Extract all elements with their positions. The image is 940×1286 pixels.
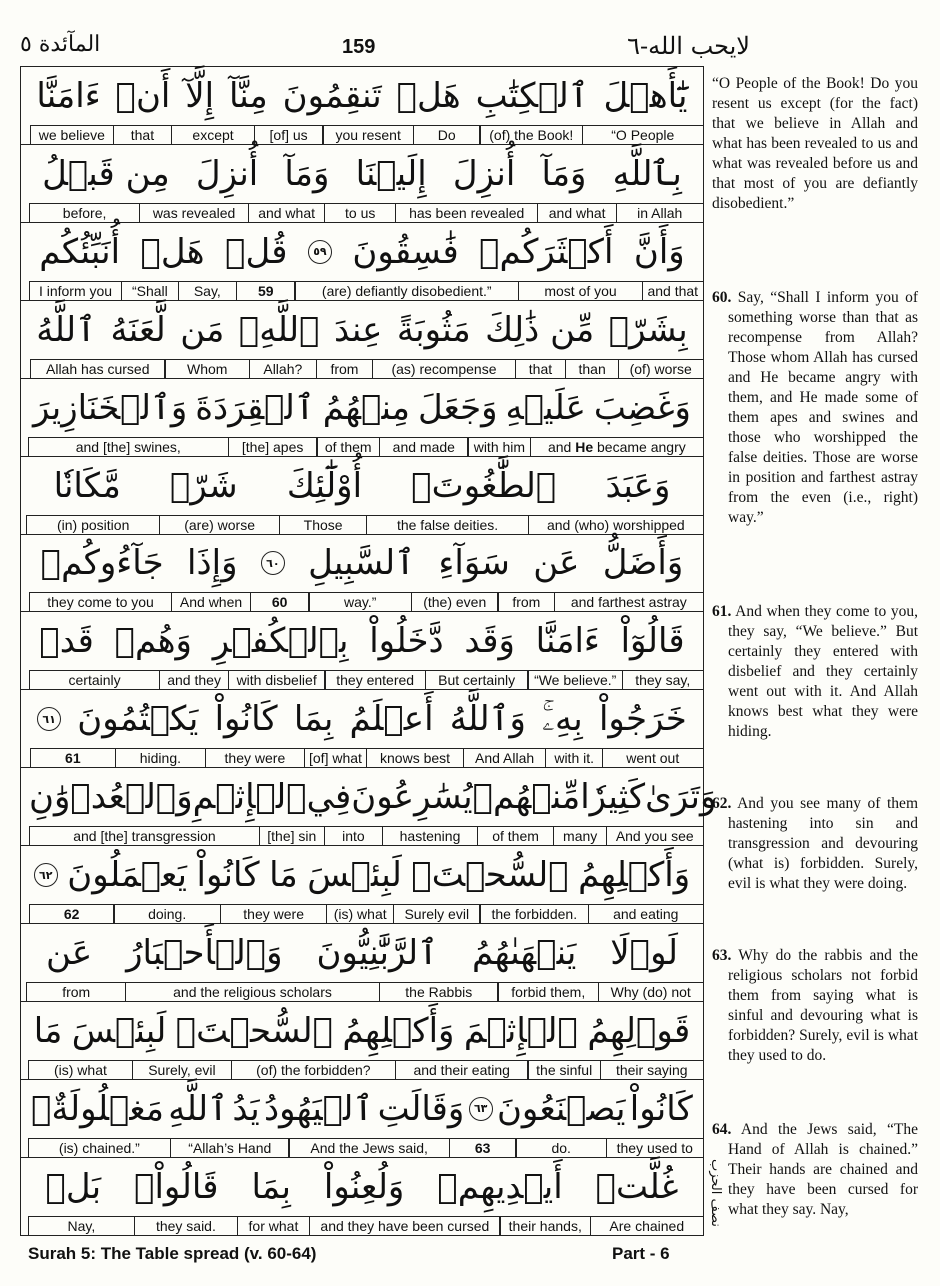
gloss-cell: they were	[205, 748, 305, 768]
verse-row	[21, 924, 703, 1002]
arabic-word: يَعۡمَلُونَ	[67, 855, 188, 895]
gloss-cell: before,	[29, 203, 141, 223]
gloss-cell: Allah has cursed	[30, 359, 166, 379]
arabic-word: ٱلسُّحۡتَۚ	[175, 1010, 333, 1051]
arabic-word: قَدۡ	[39, 621, 94, 662]
gloss-cell: And Allah	[463, 748, 547, 768]
gloss-cell: and [the] transgression	[29, 826, 260, 846]
verse-end-marker: ٥٩	[308, 240, 332, 264]
gloss-cell: hiding.	[115, 748, 207, 768]
footer-part: Part - 6	[612, 1244, 670, 1263]
arabic-word: قَالُوٓاْ	[620, 621, 685, 662]
translation-text: Say, “Shall I inform you of something worse than that as recompense from Allah? Those whom Allah has cursed and He became angry with them, and He made some of them apes and swines and those who worshipped the false deities. Those are worse in position and farthest astray from the even (i.e., right) way.”	[728, 289, 918, 526]
arabic-word: كَانُواْ	[196, 855, 260, 895]
verse-end-marker: ٦١	[37, 707, 61, 731]
arabic-line	[21, 1002, 703, 1060]
translation-text: And when they come to you, they say, “We believe.” But certainly they entered with disbelief and they certainly went out with it. And Allah knows best what they were hiding.	[728, 603, 918, 740]
english-gloss-line	[21, 1138, 703, 1158]
gloss-cell: with him	[467, 437, 531, 457]
surah-name-arabic: المآئدة ٥	[20, 32, 101, 57]
gloss-cell: they said.	[134, 1216, 238, 1236]
arabic-word: مَا	[269, 855, 298, 895]
arabic-word: يَنۡهَىٰهُمُ	[471, 932, 577, 973]
arabic-word: عِندَ	[334, 309, 383, 350]
arabic-word: مَا	[33, 1010, 63, 1051]
gloss-cell: But certainly	[425, 670, 529, 690]
arabic-word: عَن	[533, 543, 580, 584]
english-gloss-line	[21, 515, 703, 535]
arabic-word: إِلَّآ	[185, 76, 215, 116]
arabic-line	[21, 145, 703, 203]
english-gloss-line	[21, 748, 703, 768]
arabic-word: ٱلۡقِرَدَةَ	[195, 387, 315, 428]
gloss-cell: they say,	[622, 670, 704, 690]
gloss-cell: and they	[159, 670, 229, 690]
gloss-cell: from	[316, 359, 374, 379]
verse-number: 64.	[712, 1121, 732, 1138]
arabic-line	[21, 768, 717, 826]
verse-row	[21, 534, 703, 612]
arabic-line	[21, 612, 703, 670]
arabic-word: خَرَجُواْ	[598, 699, 687, 740]
verse-number: 62.	[712, 795, 732, 812]
gloss-cell: Nay,	[28, 1216, 136, 1236]
gloss-cell: forbid them,	[497, 982, 599, 1002]
arabic-word: ٱللَّهِۚ	[238, 309, 320, 350]
arabic-word: ٱللَّهِ	[168, 1088, 229, 1129]
arabic-word: مَّكَانٗا	[53, 465, 121, 506]
verse-row	[21, 612, 703, 690]
gloss-cell: hastening	[382, 826, 478, 846]
arabic-word: وَٱلۡأَحۡبَارُ	[126, 932, 283, 973]
english-gloss-line	[21, 670, 703, 690]
verse-number-cell: 62	[29, 904, 115, 924]
gloss-cell: “Shall	[121, 281, 179, 301]
gloss-cell: they entered	[324, 670, 426, 690]
gloss-cell: (the) even	[411, 592, 499, 612]
arabic-word: ٱلسَّبِيلِ	[308, 543, 416, 584]
arabic-word: وَجَعَلَ	[417, 387, 498, 428]
arabic-word: كَانُواْ	[214, 699, 278, 740]
gloss-cell: and [the] swines,	[28, 437, 229, 457]
arabic-word: إِلَيۡنَا	[355, 153, 427, 194]
gloss-cell: their saying	[600, 1060, 704, 1080]
arabic-line	[21, 379, 703, 437]
gloss-cell: and what	[248, 203, 326, 223]
arabic-word: ٱلۡإِثۡمِ	[192, 777, 307, 818]
arabic-word: وَٱلۡخَنَازِيرَ	[32, 387, 188, 428]
gloss-cell: “Allah’s Hand	[170, 1138, 290, 1158]
arabic-word: يَكۡتُمُونَ	[77, 699, 199, 740]
verse-number-cell: 63	[449, 1138, 517, 1158]
gloss-cell: the sinful	[527, 1060, 601, 1080]
gloss-cell: to us	[324, 203, 396, 223]
verse-end-marker: ٦٠	[261, 551, 285, 575]
gloss-cell: of them	[477, 826, 555, 846]
arabic-word: عَلَيۡهِ	[505, 387, 586, 428]
gloss-cell: knows best	[366, 748, 464, 768]
gloss-cell: in Allah	[616, 203, 704, 223]
gloss-cell: doing.	[113, 904, 221, 924]
verse-row	[21, 301, 703, 379]
arabic-word: جَآءُوكُمۡ	[40, 543, 164, 584]
arabic-word: دَّخَلُواْ	[369, 621, 444, 662]
english-gloss-line	[21, 203, 703, 223]
gloss-cell: the Rabbis	[379, 982, 499, 1002]
arabic-line	[21, 301, 703, 359]
arabic-word: لَّعَنَهُ	[110, 309, 166, 350]
gloss-cell: and they have been cursed	[309, 1216, 500, 1236]
english-gloss-line	[21, 281, 703, 301]
arabic-word: يَٰٓأَهۡلَ	[603, 76, 688, 116]
gloss-cell: Allah?	[249, 359, 317, 379]
translation-text: And you see many of them hastening into sin and transgression and devouring (what is) forbidden. Surely, evil is what they were doing.	[728, 795, 918, 892]
gloss-cell: their hands,	[499, 1216, 591, 1236]
arabic-word: بِمَا	[251, 1166, 291, 1207]
arabic-word: وَإِذَا	[187, 543, 238, 584]
arabic-word: أَيۡدِيهِمۡ	[437, 1166, 563, 1207]
arabic-word: لَبِئۡسَ	[307, 855, 402, 895]
arabic-word: ٱلرَّبَّٰنِيُّونَ	[316, 932, 439, 973]
gloss-cell: “We believe.”	[527, 670, 623, 690]
gloss-cell: they used to	[606, 1138, 704, 1158]
gloss-cell: and (who) worshipped	[528, 515, 703, 535]
margin-note: نصف الحزب	[708, 1159, 723, 1227]
verse-number: 60.	[712, 289, 732, 306]
gloss-cell: and made	[379, 437, 469, 457]
verse-row	[21, 1002, 703, 1080]
arabic-word: مِن قَبۡلُ	[42, 153, 170, 194]
arabic-word: يُسَٰرِعُونَ	[351, 777, 473, 818]
arabic-line	[21, 534, 703, 592]
translation-paragraph	[712, 602, 918, 742]
english-gloss-line	[21, 826, 703, 846]
gloss-cell: and farthest astray	[554, 592, 704, 612]
arabic-word: وَأَكۡلِهِمُ	[342, 1010, 455, 1051]
gloss-cell: we believe	[30, 125, 114, 145]
gloss-cell: and He became angry	[530, 437, 703, 457]
english-gloss-line	[21, 437, 703, 457]
gloss-cell: certainly	[29, 670, 161, 690]
arabic-word: شَرّٞ	[170, 465, 238, 506]
translation-paragraph	[712, 946, 918, 1066]
verse-row	[21, 67, 703, 145]
arabic-word: أَنۡ	[115, 76, 171, 116]
translation-text: And the Jews said, “The Hand of Allah is chained.” Their hands are chained and they have been cursed for what they say. Nay,	[728, 1121, 918, 1218]
gloss-cell: I inform you	[29, 281, 122, 301]
arabic-word: هَلۡ	[140, 231, 205, 272]
gloss-cell: has been revealed	[395, 203, 539, 223]
arabic-word: بِشَرّٖ	[608, 309, 688, 350]
arabic-word: وَأَنَّ	[633, 231, 685, 272]
arabic-word: مَغۡلُولَةٌۚ	[31, 1088, 164, 1129]
gloss-cell: [the] apes	[228, 437, 318, 457]
gloss-cell: (is) what	[28, 1060, 134, 1080]
gloss-cell: [the] sin	[259, 826, 325, 846]
gloss-cell: do.	[515, 1138, 607, 1158]
arabic-word: ٱللَّهُ	[36, 309, 97, 350]
arabic-word: بَلۡ	[45, 1166, 102, 1207]
arabic-word: ٱلۡكِتَٰبِ	[475, 76, 589, 116]
gloss-cell: of them	[316, 437, 380, 457]
gloss-cell: most of you	[518, 281, 643, 301]
arabic-line	[21, 223, 703, 281]
arabic-word: وَقَد	[464, 621, 515, 662]
gloss-cell: for what	[237, 1216, 311, 1236]
arabic-word: وَهُمۡ	[114, 621, 192, 662]
arabic-word: وَعَبَدَ	[605, 465, 671, 506]
gloss-cell: and what	[537, 203, 617, 223]
arabic-line	[21, 690, 703, 748]
english-gloss-line	[21, 359, 703, 379]
gloss-cell: and eating	[588, 904, 704, 924]
footer-surah-title: Surah 5: The Table spread (v. 60-64)	[28, 1244, 317, 1263]
gloss-cell: (are) worse	[159, 515, 281, 535]
gloss-cell: the forbidden.	[479, 904, 589, 924]
gloss-cell: they come to you	[29, 592, 173, 612]
arabic-word: أُوْلَٰٓئِكَ	[286, 465, 363, 506]
arabic-word: مِنَّآ	[228, 76, 268, 116]
gloss-cell: with it.	[545, 748, 603, 768]
gloss-cell: that	[515, 359, 567, 379]
arabic-word: ءَامَنَّا	[36, 76, 101, 116]
verse-number-cell: 59	[236, 281, 296, 301]
arabic-word: هَلۡ	[396, 76, 461, 116]
arabic-word: وَغَضِبَ	[593, 387, 691, 428]
verse-row	[21, 1158, 703, 1236]
arabic-word: بِٱللَّهِ	[612, 153, 682, 194]
arabic-word: وَمَآ	[284, 153, 330, 194]
arabic-word: قَوۡلِهِمُ	[587, 1010, 691, 1051]
gloss-cell: And you see	[606, 826, 704, 846]
gloss-cell: and their eating	[395, 1060, 529, 1080]
arabic-word: لَوۡلَا	[610, 932, 678, 973]
gloss-cell: way.”	[308, 592, 412, 612]
arabic-word: ٱلسُّحۡتَۚ	[411, 855, 569, 895]
translation-text: Why do the rabbis and the religious scholars not forbid them from saying what is sinful and devouring what is forbidden? Surely, evil is what they used to do.	[728, 947, 918, 1064]
gloss-cell: Why (do) not	[598, 982, 704, 1002]
arabic-word: مِّنۡهُمۡ	[472, 777, 581, 818]
english-gloss-line	[21, 1060, 703, 1080]
arabic-line	[21, 1080, 703, 1138]
arabic-word: مِنۡهُمُ	[322, 387, 410, 428]
arabic-word: وَأَكۡلِهِمُ	[578, 855, 691, 895]
verse-row	[21, 768, 717, 846]
gloss-cell: went out	[602, 748, 704, 768]
english-gloss-line	[21, 592, 703, 612]
gloss-cell: [of] what	[304, 748, 368, 768]
translation-paragraph	[712, 1120, 918, 1220]
arabic-line	[21, 1158, 703, 1216]
gloss-cell: (are) defiantly disobedient.”	[294, 281, 519, 301]
verse-row	[21, 379, 703, 457]
english-gloss-line	[21, 1216, 703, 1236]
arabic-word: قُلۡ	[225, 231, 288, 272]
arabic-word: أَعۡلَمُ	[349, 699, 434, 740]
verse-row	[21, 846, 703, 924]
verse-row	[21, 145, 703, 223]
translation-text: “O People of the Book! Do you resent us except (for the fact) that we believe in Allah and what has been revealed to us and what was revealed before us and that most of you are defiantly disobedient.”	[712, 75, 918, 212]
arabic-word: مَن	[180, 309, 225, 350]
arabic-word: ٱلطَّٰغُوتَۚ	[411, 465, 557, 506]
arabic-word: بِمَا	[293, 699, 334, 740]
arabic-word: فِي	[306, 777, 352, 818]
arabic-word: غُلَّتۡ	[595, 1166, 679, 1207]
gloss-cell: except	[171, 125, 255, 145]
gloss-cell: (of) the forbidden?	[231, 1060, 397, 1080]
english-gloss-line	[21, 904, 703, 924]
arabic-word: عَن	[45, 932, 93, 973]
arabic-word: بِهِۦۚ	[542, 699, 583, 740]
verse-row	[21, 223, 703, 301]
juz-name-arabic: لايحب الله-٦	[627, 32, 750, 60]
english-gloss-line	[21, 125, 703, 145]
gloss-cell: from	[497, 592, 555, 612]
arabic-word: مَثُوبَةً	[396, 309, 471, 350]
gloss-cell: with disbelief	[228, 670, 326, 690]
arabic-word: كَانُواْ	[629, 1088, 693, 1129]
gloss-cell: (is) chained.”	[28, 1138, 172, 1158]
verse-row	[21, 690, 703, 768]
gloss-cell: Say,	[178, 281, 238, 301]
gloss-cell: than	[565, 359, 619, 379]
arabic-word: تَنقِمُونَ	[282, 76, 382, 116]
arabic-word: يَدُ	[232, 1088, 260, 1129]
arabic-word: سَوَآءِ	[438, 543, 510, 584]
gloss-cell: Are chained	[590, 1216, 704, 1236]
gloss-cell: [of] us	[254, 125, 324, 145]
gloss-cell: from	[26, 982, 126, 1002]
gloss-cell: “O People	[582, 125, 704, 145]
gloss-cell: the false deities.	[366, 515, 530, 535]
arabic-word: وَقَالَتِ	[377, 1088, 465, 1129]
gloss-cell: many	[553, 826, 607, 846]
gloss-cell: Those	[279, 515, 367, 535]
gloss-cell: (as) recompense	[372, 359, 516, 379]
arabic-word: وَٱلۡعُدۡوَٰنِ	[29, 777, 193, 818]
gloss-cell: Surely, evil	[132, 1060, 232, 1080]
arabic-word: بِٱلۡكُفۡرِ	[212, 621, 349, 662]
gloss-cell: (in) position	[26, 515, 160, 535]
translation-paragraph	[712, 74, 918, 214]
verse-number: 63.	[712, 947, 732, 964]
gloss-cell: they were	[220, 904, 328, 924]
verse-number-cell: 60	[250, 592, 310, 612]
arabic-word: ٱلۡيَهُودُ	[263, 1088, 374, 1129]
verse-end-marker: ٦٣	[469, 1097, 493, 1121]
gloss-cell: was revealed	[139, 203, 249, 223]
arabic-word: وَلُعِنُواْ	[323, 1166, 405, 1207]
verse-row	[21, 1080, 703, 1158]
translation-paragraph	[712, 288, 918, 528]
arabic-word: ءَامَنَّا	[535, 621, 600, 662]
translation-paragraph	[712, 794, 918, 894]
arabic-line	[21, 457, 703, 515]
gloss-cell: and the religious scholars	[125, 982, 380, 1002]
gloss-cell: you resent	[322, 125, 414, 145]
verse-number-cell: 61	[30, 748, 116, 768]
arabic-line	[21, 846, 703, 904]
arabic-line	[21, 67, 703, 125]
arabic-word: لَبِئۡسَ	[71, 1010, 167, 1051]
arabic-word: مِّن ذَٰلِكَ	[485, 309, 595, 350]
arabic-line	[21, 924, 703, 982]
gloss-cell: (of) the Book!	[479, 125, 583, 145]
arabic-word: أُنزِلَ	[195, 153, 259, 194]
gloss-cell: Surely evil	[393, 904, 481, 924]
arabic-word: كَثِيرٗا	[580, 777, 646, 818]
arabic-word: وَتَرَىٰ	[645, 777, 717, 818]
verse-number: 61.	[712, 603, 732, 620]
arabic-word: أُنَبِّئُكُم	[39, 231, 121, 272]
gloss-cell: And the Jews said,	[288, 1138, 450, 1158]
gloss-cell: Whom	[164, 359, 250, 379]
gloss-cell: And when	[171, 592, 251, 612]
verse-row	[21, 457, 703, 535]
arabic-word: فَٰسِقُونَ	[352, 231, 459, 272]
page-number: 159	[342, 36, 376, 58]
verse-end-marker: ٦٢	[34, 863, 58, 887]
arabic-word: ٱلۡإِثۡمَ	[463, 1010, 578, 1051]
arabic-word: يَصۡنَعُونَ	[496, 1088, 626, 1129]
english-gloss-line	[21, 982, 703, 1002]
arabic-word: قَالُواْۘ	[134, 1166, 219, 1207]
gloss-cell: Do	[413, 125, 481, 145]
gloss-cell: and that	[642, 281, 704, 301]
gloss-cell: (is) what	[326, 904, 394, 924]
gloss-cell: (of) worse	[618, 359, 704, 379]
arabic-word: أَكۡثَرَكُمۡ	[479, 231, 614, 272]
arabic-word: وَأَضَلُّ	[602, 543, 684, 584]
arabic-word: وَٱللَّهُ	[449, 699, 526, 740]
gloss-cell: that	[113, 125, 173, 145]
gloss-cell: into	[324, 826, 384, 846]
arabic-word: أُنزِلَ	[452, 153, 516, 194]
arabic-word: وَمَآ	[541, 153, 587, 194]
